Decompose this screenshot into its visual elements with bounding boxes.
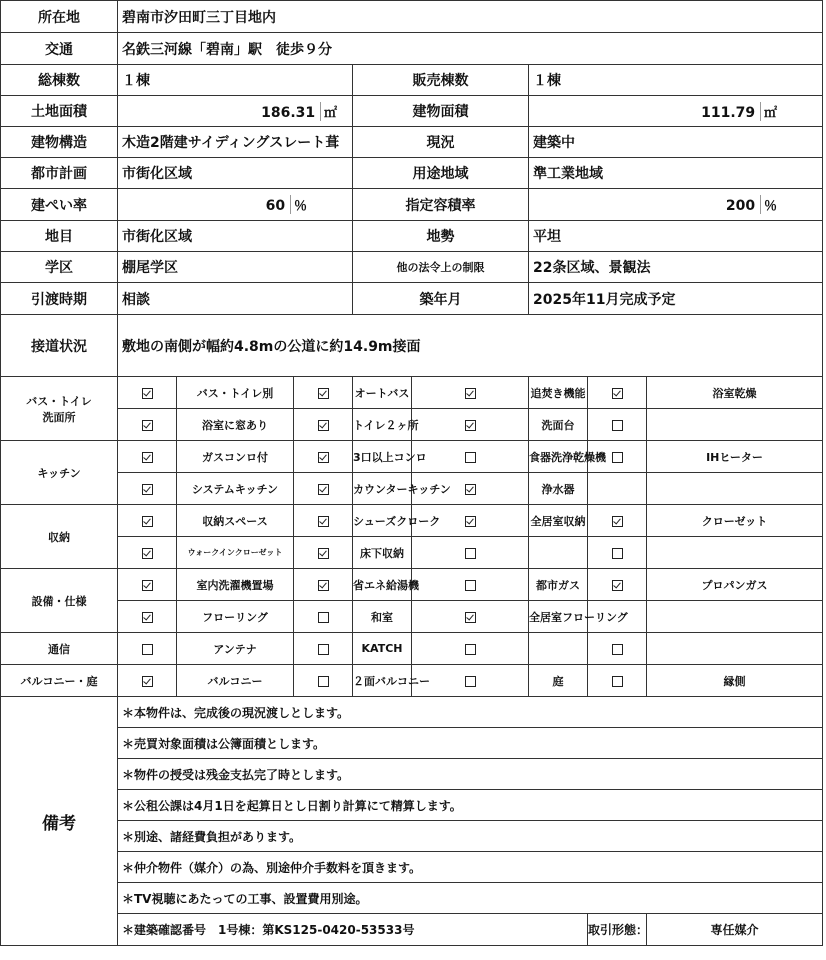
feature-checkbox-cell: [118, 441, 177, 473]
feature-checkbox-cell: [588, 377, 647, 409]
remarks-note: ＊別途、諸経費負担があります。: [118, 821, 823, 852]
checked-box-icon: [318, 548, 329, 559]
feature-category: 収納: [1, 505, 118, 569]
far-value: 200: [725, 198, 756, 214]
feature-label: [647, 601, 823, 633]
feature-label: 全居室収納: [529, 505, 588, 537]
feature-checkbox-cell: [118, 409, 177, 441]
feature-checkbox-cell: [412, 537, 529, 569]
handover-value: 相談: [118, 283, 353, 315]
feature-checkbox-cell: [588, 409, 647, 441]
remarks-note: ＊公租公課は4月1日を起算日とし日割り計算にて精算します。: [118, 790, 823, 821]
checked-box-icon: [465, 516, 476, 527]
feature-checkbox-cell: [118, 601, 177, 633]
feature-label: ２面バルコニー: [353, 665, 412, 697]
zoning-value: 準工業地域: [529, 158, 823, 189]
unchecked-box-icon: [318, 676, 329, 687]
checked-box-icon: [142, 452, 153, 463]
feature-label: 庭: [529, 665, 588, 697]
feature-label: アンテナ: [177, 633, 294, 665]
building-area-value: 111.79: [701, 104, 756, 121]
checked-box-icon: [142, 676, 153, 687]
trade-type-label: 取引形態：: [588, 914, 647, 946]
feature-label: フローリング: [177, 601, 294, 633]
far-unit: ％: [760, 195, 816, 214]
building-confirmation-note: ＊建築確認番号 1号棟：第KS125-0420-53533号: [118, 914, 588, 946]
unchecked-box-icon: [612, 452, 623, 463]
feature-row: [1, 441, 823, 473]
feature-checkbox-cell: [294, 409, 353, 441]
unchecked-box-icon: [612, 548, 623, 559]
coverage-unit: ％: [290, 195, 346, 214]
feature-checkbox-cell: [412, 441, 529, 473]
feature-label: 浄水器: [529, 473, 588, 505]
feature-checkbox-cell: [412, 569, 529, 601]
feature-row: [1, 473, 823, 505]
built-label: 築年月: [353, 283, 529, 315]
remarks-note: ＊本物件は、完成後の現況渡しとします。: [118, 697, 823, 728]
feature-checkbox-cell: [118, 633, 177, 665]
trade-type-value: 専任媒介: [647, 914, 823, 946]
remarks-label: 備考: [1, 697, 118, 946]
feature-label: シューズクローク: [353, 505, 412, 537]
other-law-label: 他の法令上の制限: [353, 252, 529, 283]
feature-category: キッチン: [1, 441, 118, 505]
terrain-label: 地勢: [353, 221, 529, 252]
checked-box-icon: [612, 580, 623, 591]
feature-label: [647, 473, 823, 505]
checked-box-icon: [142, 548, 153, 559]
sale-units-value: １棟: [529, 65, 823, 96]
other-law-value: 22条区域、景観法: [529, 252, 823, 283]
feature-checkbox-cell: [294, 505, 353, 537]
feature-checkbox-cell: [412, 601, 529, 633]
status-label: 現況: [353, 127, 529, 158]
zoning-label: 用途地域: [353, 158, 529, 189]
feature-label: 洗面台: [529, 409, 588, 441]
feature-checkbox-cell: [588, 505, 647, 537]
far-label: 指定容積率: [353, 189, 529, 221]
feature-label: クローゼット: [647, 505, 823, 537]
checked-box-icon: [142, 580, 153, 591]
feature-checkbox-cell: [294, 665, 353, 697]
feature-checkbox-cell: [294, 633, 353, 665]
structure-label: 建物構造: [1, 127, 118, 158]
city-plan-value: 市街化区域: [118, 158, 353, 189]
land-category-value: 市街化区域: [118, 221, 353, 252]
feature-checkbox-cell: [294, 601, 353, 633]
feature-checkbox-cell: [588, 665, 647, 697]
school-label: 学区: [1, 252, 118, 283]
checked-box-icon: [142, 612, 153, 623]
far-cell: [529, 189, 823, 221]
feature-row: [1, 505, 823, 537]
unchecked-box-icon: [318, 644, 329, 655]
checked-box-icon: [465, 420, 476, 431]
location-value: 碧南市汐田町三丁目地内: [118, 1, 823, 33]
checked-box-icon: [465, 612, 476, 623]
terrain-value: 平坦: [529, 221, 823, 252]
feature-checkbox-cell: [412, 377, 529, 409]
unchecked-box-icon: [318, 612, 329, 623]
feature-checkbox-cell: [294, 473, 353, 505]
city-plan-label: 都市計画: [1, 158, 118, 189]
checked-box-icon: [465, 484, 476, 495]
checked-box-icon: [142, 516, 153, 527]
feature-label: 浴室乾燥: [647, 377, 823, 409]
feature-row: [1, 537, 823, 569]
checked-box-icon: [318, 484, 329, 495]
feature-checkbox-cell: [294, 441, 353, 473]
feature-label: KATCH: [353, 633, 412, 665]
transport-value: 名鉄三河線「碧南」駅 徒歩９分: [118, 33, 823, 65]
feature-label: 和室: [353, 601, 412, 633]
checked-box-icon: [612, 388, 623, 399]
feature-row: [1, 409, 823, 441]
unchecked-box-icon: [465, 580, 476, 591]
checked-box-icon: [318, 516, 329, 527]
feature-checkbox-cell: [412, 409, 529, 441]
feature-label: [647, 537, 823, 569]
remarks-note: ＊仲介物件（媒介）の為、別途仲介手数料を頂きます。: [118, 852, 823, 883]
land-area-cell: [118, 96, 353, 127]
feature-label: トイレ２ヶ所: [353, 409, 412, 441]
structure-value: 木造2階建サイディングスレート葺: [118, 127, 353, 158]
unchecked-box-icon: [612, 420, 623, 431]
land-area-unit: ㎡: [320, 102, 346, 121]
land-area-value: 186.31: [261, 104, 316, 121]
feature-row: [1, 665, 823, 697]
location-label: 所在地: [1, 1, 118, 33]
unchecked-box-icon: [142, 644, 153, 655]
checked-box-icon: [318, 420, 329, 431]
feature-checkbox-cell: [588, 633, 647, 665]
remarks-note: ＊TV視聴にあたっての工事、設置費用別途。: [118, 883, 823, 914]
feature-checkbox-cell: [118, 377, 177, 409]
feature-label: 収納スペース: [177, 505, 294, 537]
feature-checkbox-cell: [294, 569, 353, 601]
remarks-note: ＊売買対象面積は公簿面積とします。: [118, 728, 823, 759]
feature-label: 縁側: [647, 665, 823, 697]
feature-checkbox-cell: [412, 633, 529, 665]
checked-box-icon: [142, 484, 153, 495]
feature-label: 省エネ給湯機: [353, 569, 412, 601]
building-area-unit: ㎡: [760, 102, 816, 121]
feature-label: 都市ガス: [529, 569, 588, 601]
remarks-note: ＊物件の授受は残金支払完了時とします。: [118, 759, 823, 790]
feature-label: [529, 633, 588, 665]
feature-checkbox-cell: [118, 665, 177, 697]
feature-checkbox-cell: [588, 473, 647, 505]
feature-checkbox-cell: [588, 569, 647, 601]
road-value: 敷地の南側が幅約4.8mの公道に約14.9m接面: [118, 315, 823, 377]
checked-box-icon: [612, 516, 623, 527]
feature-label: 床下収納: [353, 537, 412, 569]
checked-box-icon: [318, 452, 329, 463]
feature-category: 通信: [1, 633, 118, 665]
feature-label: 食器洗浄乾燥機: [529, 441, 588, 473]
unchecked-box-icon: [612, 676, 623, 687]
feature-label: 室内洗濯機置場: [177, 569, 294, 601]
coverage-label: 建ぺい率: [1, 189, 118, 221]
building-area-label: 建物面積: [353, 96, 529, 127]
unchecked-box-icon: [465, 676, 476, 687]
feature-checkbox-cell: [118, 537, 177, 569]
transport-label: 交通: [1, 33, 118, 65]
handover-label: 引渡時期: [1, 283, 118, 315]
built-value: 2025年11月完成予定: [529, 283, 823, 315]
feature-label: ガスコンロ付: [177, 441, 294, 473]
feature-checkbox-cell: [118, 505, 177, 537]
unchecked-box-icon: [465, 644, 476, 655]
feature-checkbox-cell: [118, 569, 177, 601]
checked-box-icon: [142, 388, 153, 399]
feature-checkbox-cell: [294, 377, 353, 409]
school-value: 棚尾学区: [118, 252, 353, 283]
feature-checkbox-cell: [588, 537, 647, 569]
feature-label: 3口以上コンロ: [353, 441, 412, 473]
feature-row: [1, 569, 823, 601]
feature-checkbox-cell: [118, 473, 177, 505]
feature-category: バルコニー・庭: [1, 665, 118, 697]
land-area-label: 土地面積: [1, 96, 118, 127]
unchecked-box-icon: [465, 452, 476, 463]
feature-label: IHヒーター: [647, 441, 823, 473]
unchecked-box-icon: [465, 548, 476, 559]
feature-label: カウンターキッチン: [353, 473, 412, 505]
feature-label: オートバス: [353, 377, 412, 409]
feature-category: バス・トイレ 洗面所: [1, 377, 118, 441]
feature-label: システムキッチン: [177, 473, 294, 505]
road-label: 接道状況: [1, 315, 118, 377]
feature-category: 設備・仕様: [1, 569, 118, 633]
total-units-value: １棟: [118, 65, 353, 96]
feature-label: ウォークインクローゼット: [177, 537, 294, 569]
feature-checkbox-cell: [294, 537, 353, 569]
feature-label: プロパンガス: [647, 569, 823, 601]
unchecked-box-icon: [612, 644, 623, 655]
sale-units-label: 販売棟数: [353, 65, 529, 96]
checked-box-icon: [318, 388, 329, 399]
feature-label: 浴室に窓あり: [177, 409, 294, 441]
coverage-cell: [118, 189, 353, 221]
building-area-cell: [529, 96, 823, 127]
feature-label: [529, 537, 588, 569]
land-category-label: 地目: [1, 221, 118, 252]
feature-label: [647, 409, 823, 441]
feature-label: 全居室フローリング: [529, 601, 588, 633]
total-units-label: 総棟数: [1, 65, 118, 96]
feature-row: [1, 633, 823, 665]
checked-box-icon: [465, 388, 476, 399]
feature-row: [1, 377, 823, 409]
feature-label: バルコニー: [177, 665, 294, 697]
checked-box-icon: [318, 580, 329, 591]
feature-label: 追焚き機能: [529, 377, 588, 409]
feature-label: バス・トイレ別: [177, 377, 294, 409]
checked-box-icon: [142, 420, 153, 431]
status-value: 建築中: [529, 127, 823, 158]
coverage-value: 60: [265, 198, 286, 214]
feature-row: [1, 601, 823, 633]
feature-label: [647, 633, 823, 665]
